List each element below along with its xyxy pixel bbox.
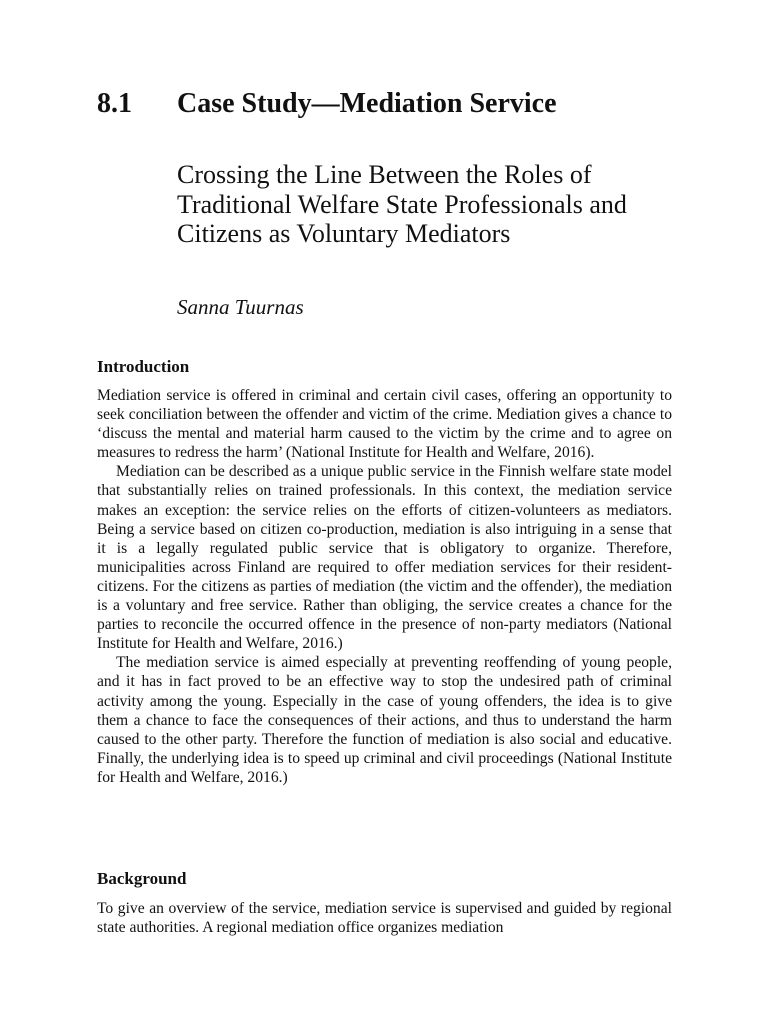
chapter-title: Case Study—Mediation Service <box>177 88 557 119</box>
background-body <box>97 899 672 937</box>
paragraph: To give an overview of the service, mediation service is supervised and guided by regional state authorities. A regional mediation office organizes mediation <box>97 900 672 937</box>
section-heading-introduction: Introduction <box>97 357 190 376</box>
introduction-body <box>97 386 672 787</box>
paragraph: Mediation can be described as a unique public service in the Finnish welfare state model that substantially relies on trained professionals. In this context, the mediation service makes an exception: the service relies on the efforts of citizen-volunteers as mediators. Being a service based on citizen co-production, mediation is also intriguing in a sense that it is a legally regulated public service that is obligatory to organize. Therefore, municipalities across Finland are required to offer mediation services for their resident-citizens. For the citizens as parties of mediation (the victim and the offender), the mediation is a voluntary and free service. Rather than obliging, the service creates a chance for the parties to reconcile the occurred offence in the presence of non-party mediators (National Institute for Health and Welfare, 2016.) <box>97 463 672 653</box>
paragraph: The mediation service is aimed especially at preventing reoffending of young people, and it has in fact proved to be an effective way to stop the undesired path of criminal activity among the young. Especially in the case of young offenders, the idea is to give them a chance to face the consequences of their actions, and thus to understand the harm caused to the other party. Therefore the function of mediation is also social and educative. Finally, the underlying idea is to speed up criminal and civil proceedings (National Institute for Health and Welfare, 2016.) <box>97 654 672 786</box>
chapter-author: Sanna Tuurnas <box>177 295 304 319</box>
paragraph: Mediation service is offered in criminal and certain civil cases, offering an opportunity to seek conciliation between the offender and victim of the crime. Mediation gives a chance to ‘discuss the mental and material harm caused to the victim by the crime and to agree on measures to redress the harm’ (National Institute for Health and Welfare, 2016). <box>97 387 672 462</box>
section-heading-background: Background <box>97 869 187 888</box>
chapter-number: 8.1 <box>97 88 132 119</box>
chapter-subtitle: Crossing the Line Between the Roles of Traditional Welfare State Professionals and Citizens as Voluntary Mediators <box>177 160 627 248</box>
